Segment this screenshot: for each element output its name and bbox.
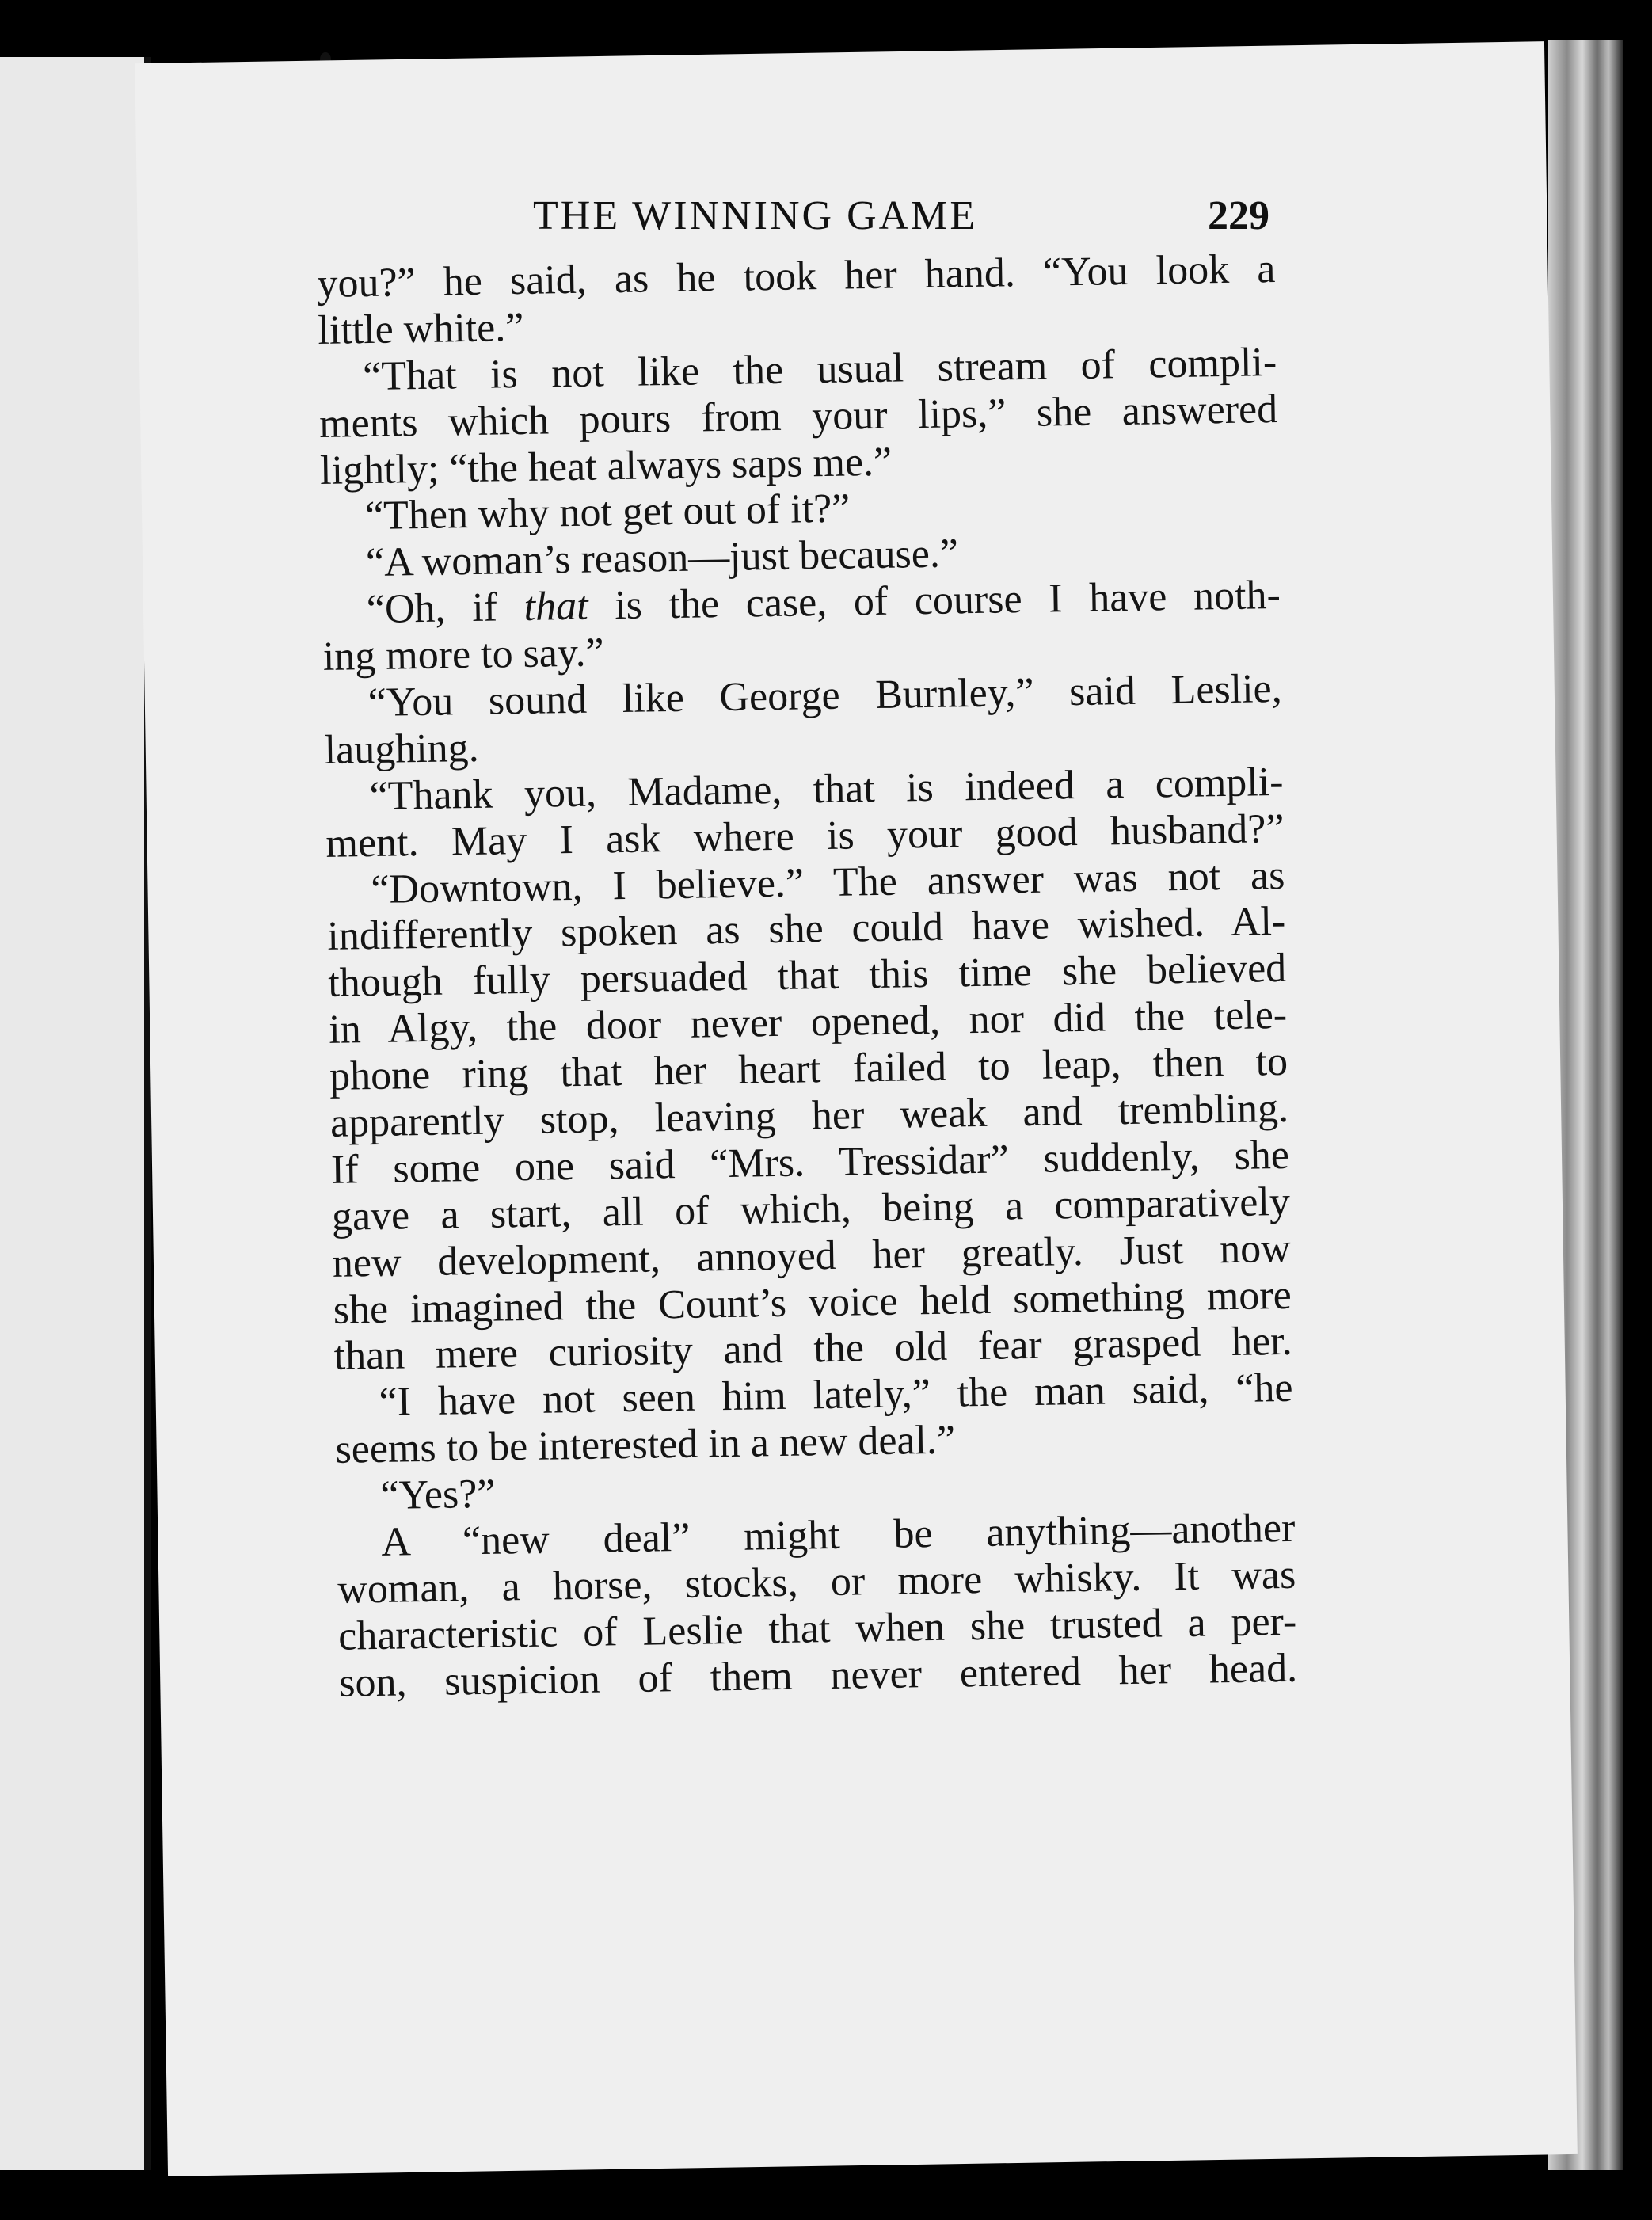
text-line: you?” he said, as he took her hand. “You look a (317, 246, 1276, 307)
text-line: indifferently spoken as she could have wished. Al- (326, 899, 1286, 960)
text-line: ment. May I ask where is your good husband?” (325, 805, 1285, 866)
text-line: “That is not like the usual stream of compli- (362, 339, 1277, 399)
text-line: ments which pours from your lips,” she answered (318, 386, 1278, 447)
text-line: gave a start, all of which, being a comparatively (331, 1179, 1291, 1239)
text-line: “A woman’s reason—just because.” (365, 531, 959, 586)
text-line: she imagined the Count’s voice held something more (333, 1272, 1292, 1333)
text-line: characteristic of Leslie that when she trusted a per- (337, 1598, 1297, 1659)
text-line: son, suspicion of them never entered her head. (338, 1645, 1298, 1706)
running-header-title: THE WINNING GAME (533, 193, 978, 238)
text-line: new development, annoyed her greatly. Just now (332, 1225, 1292, 1286)
text-line: apparently stop, leaving her weak and trembling. (329, 1085, 1289, 1146)
text-line: “Downtown, I believe.” The answer was not as (371, 852, 1285, 912)
page-number: 229 (1208, 193, 1269, 238)
text-line: little white.” (317, 304, 524, 353)
text-line: ing more to say.” (322, 630, 605, 680)
text-line: “Oh, if that is the case, of course I have noth- (366, 573, 1281, 633)
text-line: phone ring that her heart failed to leap, then to (329, 1039, 1288, 1100)
text-line: though fully persuaded that this time she believed (327, 946, 1287, 1007)
text-line: “I have not seen him lately,” the man said, “he (379, 1365, 1293, 1426)
running-header (383, 192, 1269, 256)
text-line: If some one said “Mrs. Tressidar” suddenly, she (330, 1132, 1290, 1193)
facing-page-edge (0, 57, 144, 2170)
text-line: A “new deal” might be anything—another (380, 1505, 1296, 1565)
text-line: woman, a horse, stocks, or more whisky. It was (337, 1552, 1296, 1613)
text-line: in Algy, the door never opened, nor did the tele- (328, 992, 1288, 1053)
emphasis: that (523, 583, 588, 630)
body-text (317, 246, 1298, 1707)
text-line: “Then why not get out of it?” (364, 486, 851, 539)
text-line: seems to be interested in a new deal.” (335, 1417, 956, 1473)
text-line: “Thank you, Madame, that is indeed a compli- (369, 759, 1284, 819)
text-line: than mere curiosity and the old fear grasped her. (333, 1319, 1293, 1380)
text-line: “Yes?” (380, 1471, 496, 1519)
text-line: laughing. (324, 725, 480, 773)
text-line: lightly; “the heat always saps me.” (319, 439, 893, 493)
text-line: “You sound like George Burnley,” said Leslie, (367, 665, 1283, 726)
